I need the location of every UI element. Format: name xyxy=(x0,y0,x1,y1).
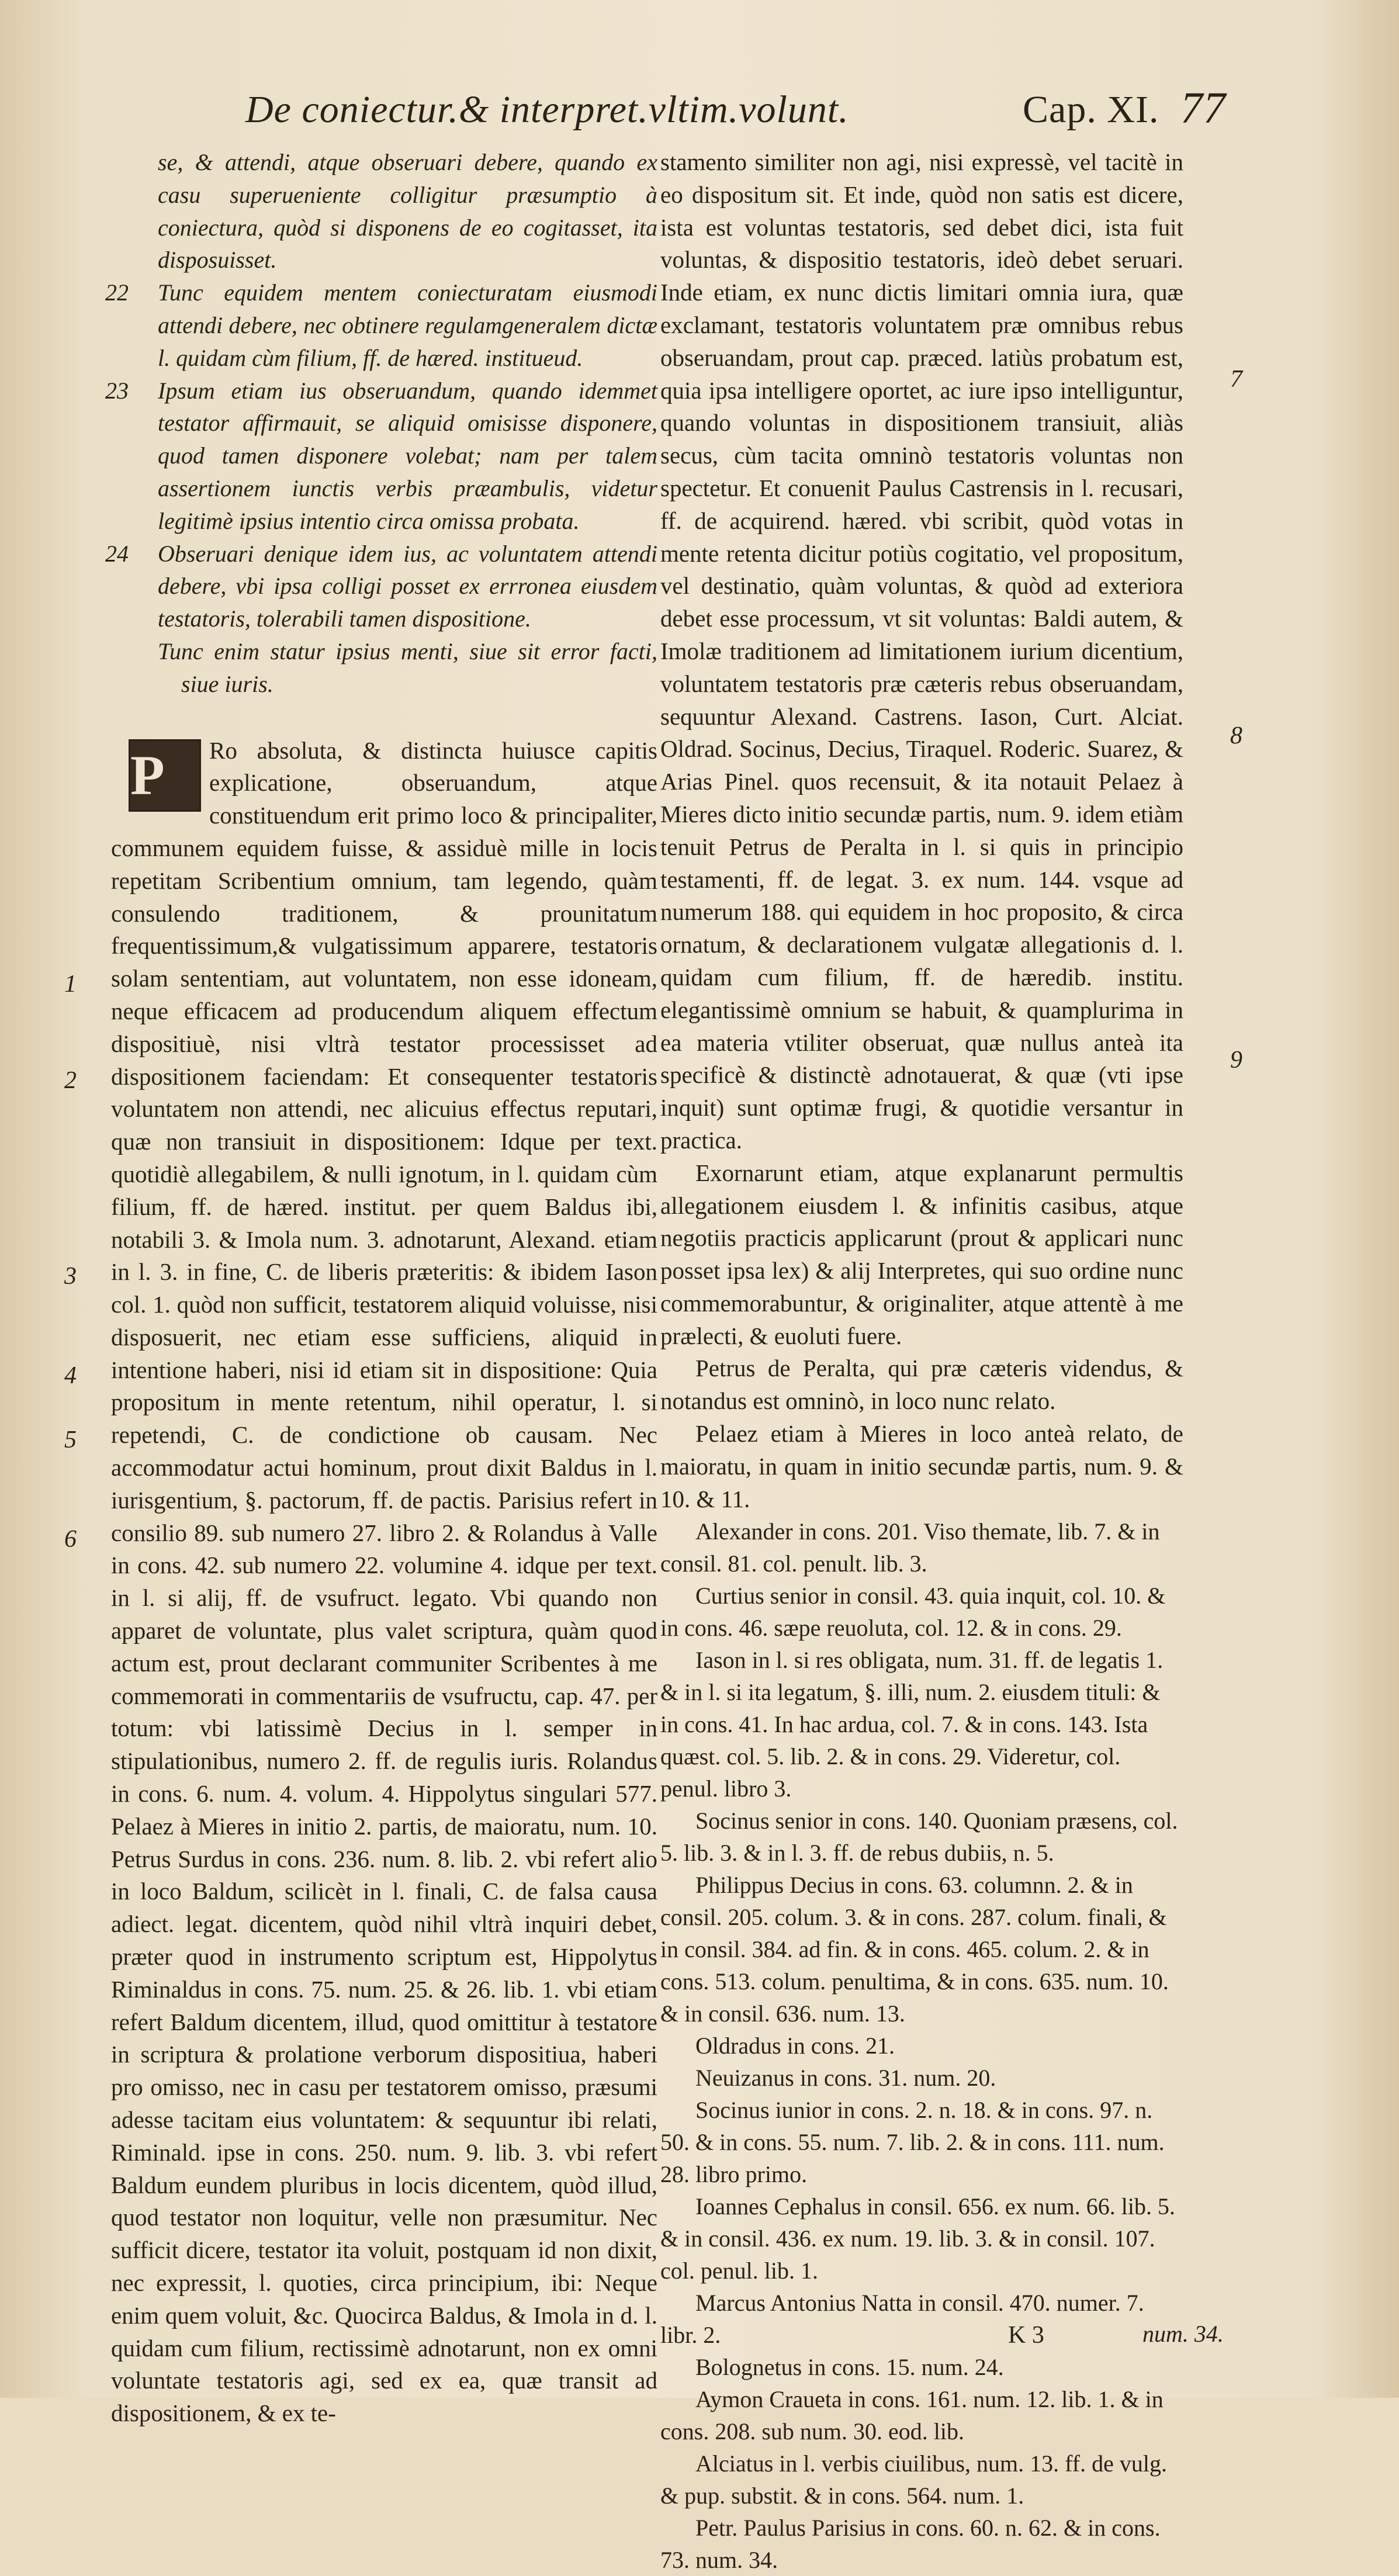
right-column xyxy=(660,146,1183,2576)
citation-item: Alciatus in l. verbis ciuilibus, num. 13. ff. de vulg. & pup. substit. & in cons. 564. num. 1. xyxy=(660,2450,1167,2509)
margin-number: 3 xyxy=(64,1263,77,1290)
paragraph: Exornarunt etiam, atque explanarunt permultis allegationem eiusdem l. & infinitis casibus, atque negotiis practicis applicarunt (prout & applicari nunc posset ipsa lex) & alij Interpretes, qui suo ordine nunc commemorabuntur, & originaliter, atque attentè à me prælecti, & euoluti fuere. xyxy=(660,1159,1183,1349)
running-title: De coniectur.& interpret.vltim.volunt. xyxy=(245,88,849,131)
citation-item: Curtius senior in consil. 43. quia inquit, col. 10. & in cons. 46. sæpe reuoluta, col. 12. & in cons. 29. xyxy=(660,1583,1166,1642)
margin-number: 7 xyxy=(1230,366,1242,393)
margin-number: 6 xyxy=(64,1526,77,1553)
citation-item: Socinus iunior in cons. 2. n. 18. & in cons. 97. n. 50. & in cons. 55. num. 7. lib. 2. & in cons. 111. num. 28. libro primo. xyxy=(660,2097,1165,2188)
left-body-text xyxy=(111,735,657,2430)
paragraph: Pelaez etiam à Mieres in loco anteà relato, de maioratu, in quam in initio secundæ partis, num. 9. & 10. & 11. xyxy=(660,1420,1183,1512)
left-column xyxy=(105,146,657,2430)
citation-item: Alexander in cons. 201. Viso themate, lib. 7. & in consil. 81. col. penult. lib. 3. xyxy=(660,1518,1160,1577)
decorated-initial: P xyxy=(129,739,201,812)
signature-mark: K 3 xyxy=(1008,2322,1044,2349)
citation-item: Marcus Antonius Natta in consil. 470. numer. 7. libr. 2. xyxy=(660,2290,1144,2349)
margin-number: 5 xyxy=(64,1427,77,1453)
margin-number: 4 xyxy=(64,1362,77,1389)
summary-item: Tunc enim statur ipsius menti, siue sit error facti, siue iuris. xyxy=(158,638,657,697)
margin-number: 2 xyxy=(64,1067,77,1094)
running-header xyxy=(245,84,1280,134)
catchword: num. 34. xyxy=(1142,2321,1224,2347)
summary-number: 23 xyxy=(105,377,129,404)
summary-item: se, & attendi, atque obseruari debere, quando ex casu superueniente colligitur præsumptio à coniectura, quòd si disponens de eo cogitasset, ita disposuisset. xyxy=(158,149,657,273)
summary-item: 23 Ipsum etiam ius obseruandum, quando idemmet testator affirmauit, se aliquid omisisse disponere, quod tamen disponere volebat; nam per talem assertionem iunctis verbis præambulis, videtur legitimè ipsius intentio circa omissa probata. xyxy=(111,375,657,538)
chapter-label: Cap. XI. xyxy=(1023,88,1159,131)
citation-item: Socinus senior in cons. 140. Quoniam præsens, col. 5. lib. 3. & in l. 3. ff. de rebus dubiis, n. 5. xyxy=(660,1808,1178,1867)
margin-number: 9 xyxy=(1230,1047,1242,1074)
summary-number: 24 xyxy=(105,540,129,567)
paragraph: stamento similiter non agi, nisi expressè, vel tacitè in eo dispositum sit. Et inde, quòd non satis est dicere, ista est voluntas testatoris, sed debet dici, ista fuit voluntas, & dispositio testatoris, ideò debet seruari. Inde etiam, ex nunc dictis limitari omnia iura, quæ exclamant, testatoris voluntatem præ omnibus rebus obseruandam, prout cap. præced. latiùs probatum est, quia ipsa intelligere oportet, ac iure ipso intelliguntur, quando voluntas in dispositionem transiuit, aliàs secus, cùm tacita omninò testatoris voluntas non spectetur. Et conuenit Paulus Castrensis in l. recusari, ff. de acquirend. hæred. vbi scribit, quòd votas in mente retenta dicitur potiùs cogitatio, vel propositum, vel destinatio, quàm voluntas, & quòd ad exteriora debet esse processum, vt sit voluntas: Baldi autem, & Imolæ traditionem ad limitationem iurium dicentium, voluntatem testatoris præ cæteris rebus obseruandam, sequuntur Alexand. Castrens. Iason, Curt. Alciat. Oldrad. Socinus, Decius, Tiraquel. Roderic. Suarez, & Arias Pinel. quos recensuit, & ita notauit Pelaez à Mieres dicto initio secundæ partis, num. 9. idem etiàm tenuit Petrus de Peralta in l. si quis in principio testamenti, ff. de legat. 3. ex num. 144. vsque ad numerum 188. qui equidem in hoc proposito, & circa ornatum, & declarationem vulgatæ allegationis d. l. quidam cum filium, ff. de hæredib. institu. elegantissimè omnium se habuit, & quamplurima in ea materia vtiliter obseruat, quæ nullus anteà ita specificè & distinctè adnotauerat, & quæ (vti ipse inquit) sunt optimæ frugi, & quotidie versantur in practica. xyxy=(660,148,1183,1154)
summary-item: 24 Obseruari denique idem ius, ac voluntatem attendi debere, vbi ipsa colligi posset ex errronea eiusdem testatoris, tolerabili tamen dispositione. xyxy=(111,538,657,635)
margin-number: 8 xyxy=(1230,722,1242,749)
summary-number: 22 xyxy=(105,279,129,306)
chapter-summary xyxy=(105,146,657,701)
citation-list xyxy=(660,1515,1183,2576)
citation-item: Bolognetus in cons. 15. num. 24. xyxy=(695,2354,1004,2381)
opening-paragraph: P Ro absoluta, & distincta huiusce capitis explicatione, obseruandum, atque constituendum erit primo loco & principaliter, communem equidem fuisse, & assiduè mille in locis repetitam Scribentium omnium, tam legendo, quàm consulendo traditionem, & prounitatum frequentissimum,& vulgatissimum apparere, testatoris solam sententiam, aut voluntatem, non esse idoneam, neque efficacem ad producendum aliquem effectum dispositiuè, nisi vltrà testator processisset ad dispositionem faciendam: Et consequenter testatoris voluntatem non attendi, nec alicuius effectus reputari, quæ non transiuit in dispositionem: Idque per text. quotidiè allegabilem, & nulli ignotum, in l. quidam cùm filium, ff. de hæred. institut. per quem Baldus ibi, notabili 3. & Imola num. 3. adnotarunt, Alexand. etiam in l. 3. in fine, C. de liberis præteritis: & ibidem Iason col. 1. quòd non sufficit, testatorem aliquid voluisse, nisi disposuerit, nec etiam esse sufficiens, aliquid in intentione haberi, nisi id etiam sit in dispositione: Quia propositum in mente retentum, nihil operatur, l. si repetendi, C. de condictione ob causam. Nec accommodatur actui hominum, prout dixit Baldus in l. iurisgentium, §. pactorum, ff. de pactis. Parisius refert in consilio 89. sub numero 27. libro 2. & Rolandus à Valle in cons. 42. sub numero 22. volumine 4. idque per text. in l. si alij, ff. de vsufruct. legato. Vbi quando non apparet de voluntate, plus valet scriptura, quàm quod actum est, prout declarant communiter Scribentes à me commemorati in commentariis de vsufructu, cap. 47. per totum: vbi latissimè Decius in l. semper in stipulationibus, numero 2. ff. de regulis iuris. Rolandus in cons. 6. num. 4. volum. 4. Hippolytus singulari 577. Pelaez à Mieres in initio 2. partis, de maioratu, num. 10. Petrus Surdus in cons. 236. num. 8. lib. 2. vbi refert alio in loco Baldum, scilicèt in l. finali, C. de falsa causa adiect. legat. dicentem, quòd nihil vltrà inquiri debet, præter quod in instrumento scriptum est, Hippolytus Riminaldus in cons. 75. num. 25. & 26. lib. 1. vbi etiam refert Baldum dicentem, illud, quod omittitur à testatore in scriptura & prolatione verborum dispositiua, haberi pro omisso, nec in casu per testatorem omisso, præsumi adesse tacitam eius voluntatem: & sequuntur ibi relati, Riminald. ipse in cons. 250. num. 9. lib. 3. vbi refert Baldum eundem pluribus in locis dicentem, quòd illud, quod testator non loquitur, velle non præsumitur. Nec sufficit dicere, testator ita voluit, postquam id non dixit, nec expressit, l. quoties, circa principium, ibi: Neque enim quem voluit, &c. Quocirca Baldus, & Imola in d. l. quidam cum filium, rectissimè adnotarunt, non ex omni voluntate testatoris agi, sed ex ea, quæ transit ad dispositionem, & ex te- xyxy=(111,736,657,2427)
right-body-text xyxy=(660,146,1183,1515)
citation-item: Aymon Craueta in cons. 161. num. 12. lib. 1. & in cons. 208. sub num. 30. eod. lib. xyxy=(660,2386,1163,2445)
summary-item: 22 Tunc equidem mentem coniecturatam eiusmodi attendi debere, nec obtinere regulamgeneralem dictæ l. quidam cùm filium, ff. de hæred. institueud. xyxy=(111,276,657,374)
page-number: 77 xyxy=(1180,84,1226,133)
citation-item: Neuizanus in cons. 31. num. 20. xyxy=(695,2065,996,2092)
margin-number: 1 xyxy=(64,971,77,998)
citation-item: Petr. Paulus Parisius in cons. 60. n. 62. & in cons. 73. num. 34. xyxy=(660,2515,1161,2574)
citation-item: Ioannes Cephalus in consil. 656. ex num. 66. lib. 5. & in consil. 436. ex num. 19. lib. 3. & in consil. 107. col. penul. lib. 1. xyxy=(660,2193,1176,2284)
citation-item: Oldradus in cons. 21. xyxy=(695,2033,895,2059)
paragraph: Petrus de Peralta, qui præ cæteris videndus, & notandus est omninò, in loco nunc relato. xyxy=(660,1355,1183,1415)
citation-item: Iason in l. si res obligata, num. 31. ff. de legatis 1. & in l. si ita legatum, §. illi, num. 2. eiusdem tituli: & in cons. 41. In hac ardua, col. 7. & in cons. 143. Ista quæst. col. 5. lib. 2. & in cons. 29. Videretur, col. penul. libro 3. xyxy=(660,1647,1163,1802)
citation-item: Philippus Decius in cons. 63. columnn. 2. & in consil. 205. colum. 3. & in cons. 287. colum. finali, & in consil. 384. ad fin. & in cons. 465. colum. 2. & in cons. 513. colum. penultima, & in cons. 635. num. 10. & in consil. 636. num. 13. xyxy=(660,1872,1169,2027)
